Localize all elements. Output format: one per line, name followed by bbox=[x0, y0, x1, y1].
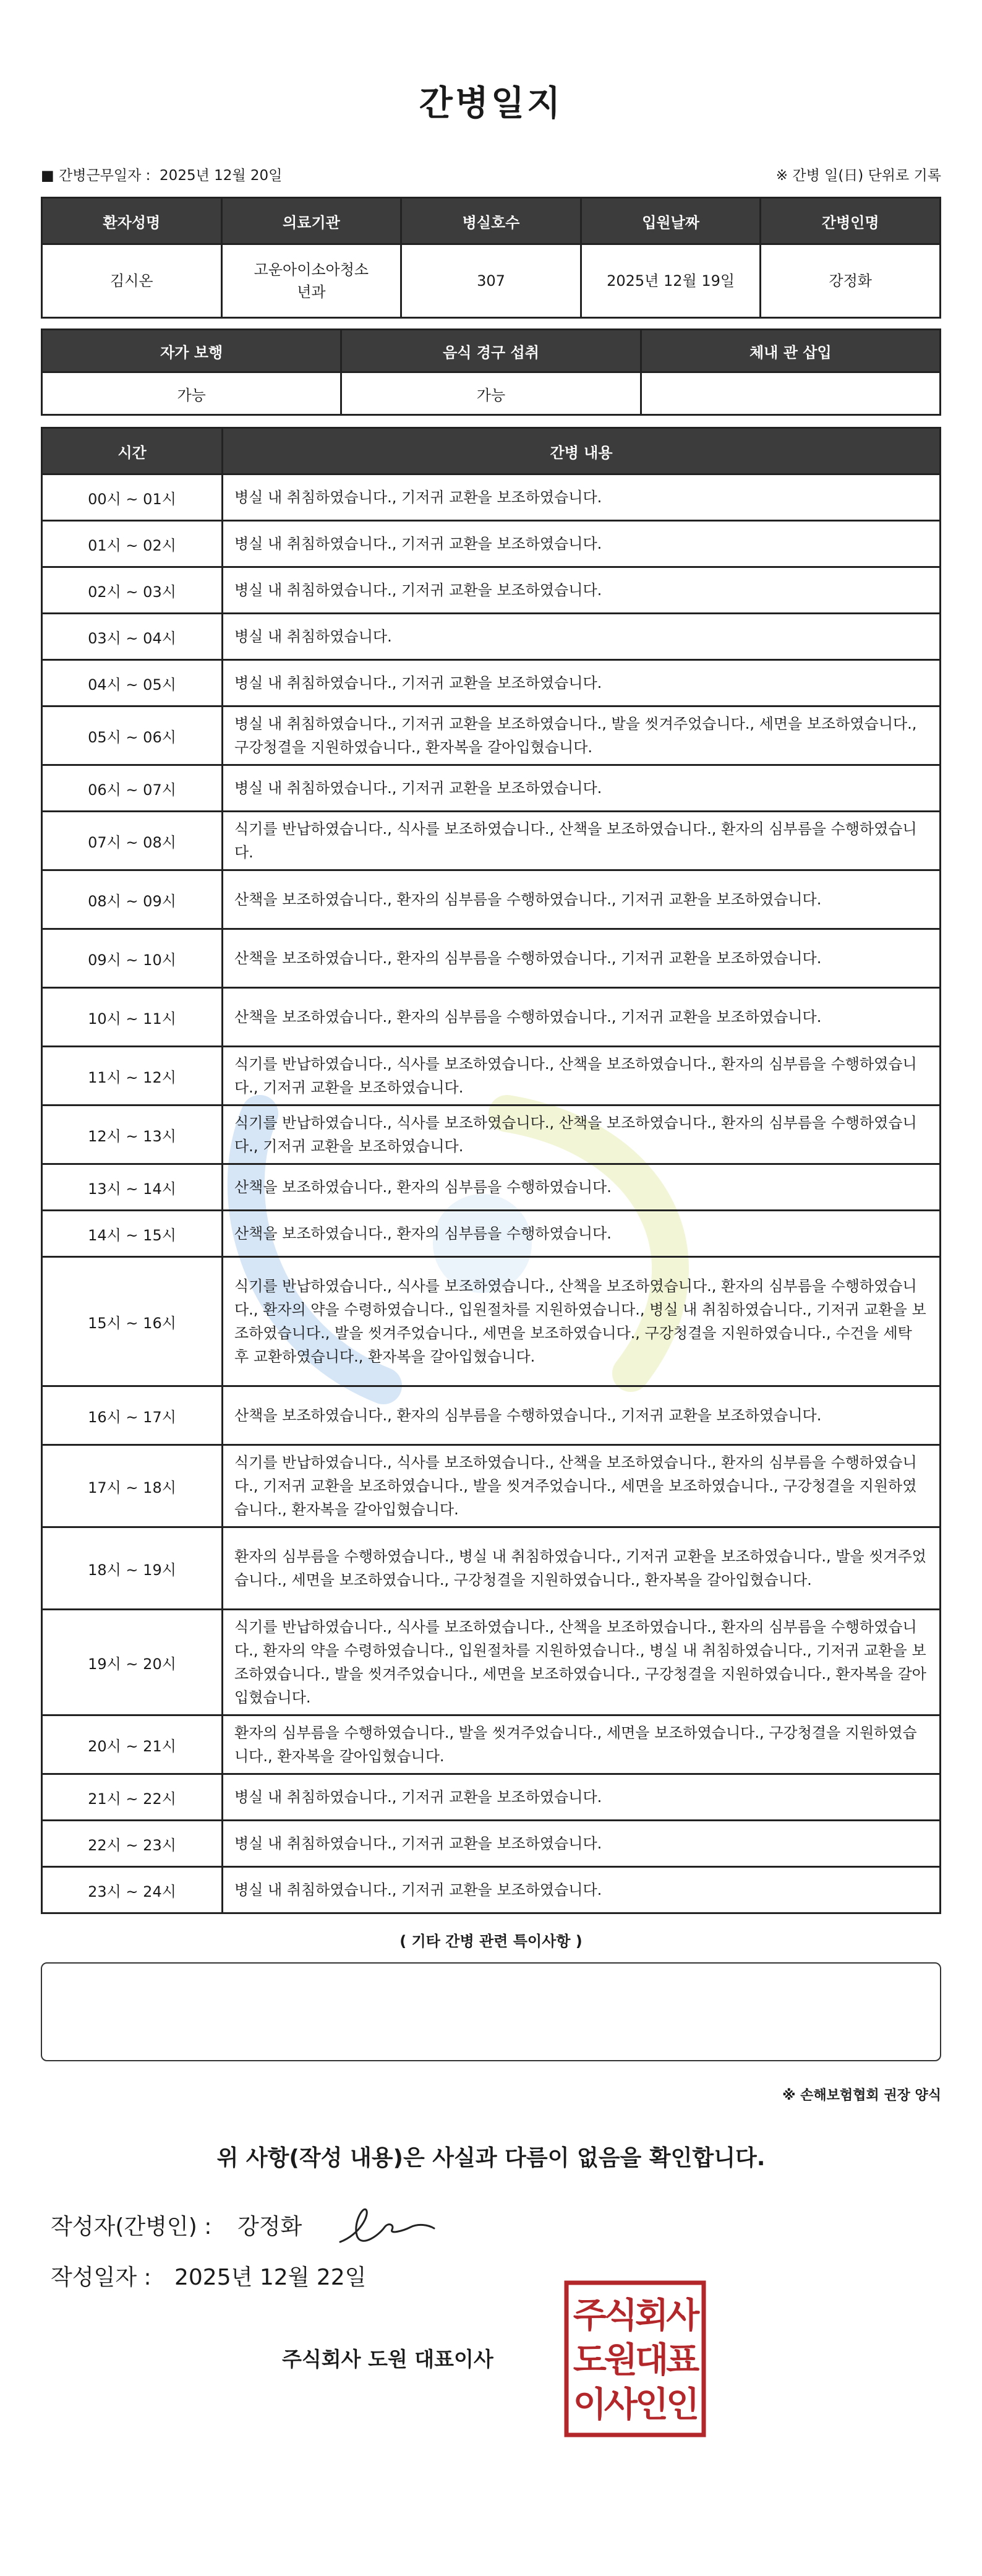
table-row bbox=[42, 765, 941, 812]
svg-text:도원대표: 도원대표 bbox=[573, 2340, 698, 2381]
care-time: 22시 ~ 23시 bbox=[42, 1821, 223, 1867]
care-content: 식기를 반납하였습니다., 식사를 보조하였습니다., 산책을 보조하였습니다., 환자의 심부름을 수행하였습니다., 환자의 약을 수령하였습니다., 입원절차를 지원하였습니다., 병실 내 취침하였습니다., 기저귀 교환을 보조하였습니다., 발을 씻겨주었습니다., 세면을 보조하였습니다., 구강청결을 지원하였습니다., 수건을 세탁 후 교환하였습니다., 환자복을 갈아입혔습니다. bbox=[223, 1257, 941, 1386]
written-date-value: 2025년 12월 22일 bbox=[174, 2265, 367, 2290]
care-time: 14시 ~ 15시 bbox=[42, 1211, 223, 1257]
table-row bbox=[42, 521, 941, 567]
writer-label: 작성자(간병인) : bbox=[51, 2214, 212, 2239]
care-content: 병실 내 취침하였습니다., 기저귀 교환을 보조하였습니다. bbox=[223, 567, 941, 614]
table-row bbox=[42, 929, 941, 988]
care-content: 병실 내 취침하였습니다., 기저귀 교환을 보조하였습니다., 발을 씻겨주었습니다., 세면을 보조하였습니다., 구강청결을 지원하였습니다., 환자복을 갈아입혔습니다. bbox=[223, 706, 941, 765]
care-journal-page bbox=[41, 0, 941, 2425]
care-content: 식기를 반납하였습니다., 식사를 보조하였습니다., 산책을 보조하였습니다., 환자의 심부름을 수행하였습니다. bbox=[223, 812, 941, 870]
care-time: 19시 ~ 20시 bbox=[42, 1610, 223, 1715]
header-room-number: 병실호수 bbox=[401, 198, 581, 244]
patient-info-table bbox=[41, 197, 941, 319]
care-time: 17시 ~ 18시 bbox=[42, 1445, 223, 1527]
care-time: 01시 ~ 02시 bbox=[42, 521, 223, 567]
work-date-value: 2025년 12월 20일 bbox=[160, 168, 283, 184]
table-row bbox=[42, 1821, 941, 1867]
written-date-row bbox=[41, 2259, 941, 2296]
table-row bbox=[42, 660, 941, 706]
table-header-row bbox=[42, 198, 941, 244]
header-hospital: 의료기관 bbox=[221, 198, 401, 244]
care-time: 18시 ~ 19시 bbox=[42, 1527, 223, 1610]
care-content: 병실 내 취침하였습니다., 기저귀 교환을 보조하였습니다. bbox=[223, 1774, 941, 1821]
header-admission-date: 입원날짜 bbox=[581, 198, 761, 244]
signature-image bbox=[335, 2204, 440, 2251]
care-content: 산책을 보조하였습니다., 환자의 심부름을 수행하였습니다., 기저귀 교환을 보조하였습니다. bbox=[223, 988, 941, 1047]
table-row bbox=[42, 1211, 941, 1257]
care-content: 병실 내 취침하였습니다., 기저귀 교환을 보조하였습니다. bbox=[223, 474, 941, 521]
notes-box bbox=[41, 1962, 941, 2061]
hospital-name: 고운아이소아청소년과 bbox=[221, 244, 401, 318]
work-date bbox=[41, 163, 282, 188]
care-content: 식기를 반납하였습니다., 식사를 보조하였습니다., 산책을 보조하였습니다., 환자의 심부름을 수행하였습니다., 기저귀 교환을 보조하였습니다., 발을 씻겨주었습니다., 세면을 보조하였습니다., 구강청결을 지원하였습니다., 환자복을 갈아입혔습니다. bbox=[223, 1445, 941, 1527]
table-row bbox=[42, 706, 941, 765]
written-date-label: 작성일자 : bbox=[51, 2265, 152, 2290]
oral-intake-value: 가능 bbox=[341, 372, 641, 415]
confirmation-statement: 위 사항(작성 내용)은 사실과 다름이 없음을 확인합니다. bbox=[216, 2145, 766, 2171]
svg-text:주식회사: 주식회사 bbox=[573, 2296, 698, 2336]
self-walking-value: 가능 bbox=[42, 372, 341, 415]
table-row bbox=[42, 1386, 941, 1445]
meta-row bbox=[41, 163, 941, 188]
table-row bbox=[42, 812, 941, 870]
care-content: 병실 내 취침하였습니다., 기저귀 교환을 보조하였습니다. bbox=[223, 1821, 941, 1867]
table-header-row bbox=[42, 428, 941, 474]
table-row bbox=[42, 1715, 941, 1774]
recommendation-note: ※ 손해보험협회 권장 양식 bbox=[782, 2088, 941, 2103]
care-time: 21시 ~ 22시 bbox=[42, 1774, 223, 1821]
writer-row bbox=[41, 2209, 941, 2246]
care-log-table bbox=[41, 427, 941, 1914]
table-header-row bbox=[42, 330, 941, 372]
header-caregiver-name: 간병인명 bbox=[761, 198, 941, 244]
table-row bbox=[42, 1047, 941, 1106]
care-content: 식기를 반납하였습니다., 식사를 보조하였습니다., 산책을 보조하였습니다., 환자의 심부름을 수행하였습니다., 기저귀 교환을 보조하였습니다. bbox=[223, 1047, 941, 1106]
header-care-content: 간병 내용 bbox=[223, 428, 941, 474]
page-title: 간병일지 bbox=[419, 84, 563, 124]
care-content: 환자의 심부름을 수행하였습니다., 발을 씻겨주었습니다., 세면을 보조하였습니다., 구강청결을 지원하였습니다., 환자복을 갈아입혔습니다. bbox=[223, 1715, 941, 1774]
table-row bbox=[42, 1445, 941, 1527]
header-tube-insertion: 체내 관 삽입 bbox=[641, 330, 940, 372]
header-oral-intake: 음식 경구 섭취 bbox=[341, 330, 641, 372]
care-time: 15시 ~ 16시 bbox=[42, 1257, 223, 1386]
header-self-walking: 자가 보행 bbox=[42, 330, 341, 372]
care-content: 식기를 반납하였습니다., 식사를 보조하였습니다., 산책을 보조하였습니다., 환자의 심부름을 수행하였습니다., 환자의 약을 수령하였습니다., 입원절차를 지원하였습니다., 병실 내 취침하였습니다., 기저귀 교환을 보조하였습니다., 발을 씻겨주었습니다., 세면을 보조하였습니다., 구강청결을 지원하였습니다., 환자복을 갈아입혔습니다. bbox=[223, 1610, 941, 1715]
patient-name: 김시온 bbox=[42, 244, 222, 318]
patient-ability-table bbox=[41, 328, 941, 416]
care-content: 식기를 반납하였습니다., 식사를 보조하였습니다., 산책을 보조하였습니다., 환자의 심부름을 수행하였습니다., 기저귀 교환을 보조하였습니다. bbox=[223, 1106, 941, 1164]
care-time: 12시 ~ 13시 bbox=[42, 1106, 223, 1164]
care-content: 병실 내 취침하였습니다. bbox=[223, 614, 941, 660]
admission-date: 2025년 12월 19일 bbox=[581, 244, 761, 318]
care-time: 00시 ~ 01시 bbox=[42, 474, 223, 521]
room-number: 307 bbox=[401, 244, 581, 318]
care-content: 병실 내 취침하였습니다., 기저귀 교환을 보조하였습니다. bbox=[223, 521, 941, 567]
table-row bbox=[42, 1610, 941, 1715]
company-row bbox=[41, 2296, 941, 2425]
tube-insertion-value bbox=[641, 372, 940, 415]
care-content: 환자의 심부름을 수행하였습니다., 병실 내 취침하였습니다., 기저귀 교환을 보조하였습니다., 발을 씻겨주었습니다., 세면을 보조하였습니다., 구강청결을 지원하였습니다., 환자복을 갈아입혔습니다. bbox=[223, 1527, 941, 1610]
table-row bbox=[42, 372, 941, 415]
care-time: 11시 ~ 12시 bbox=[42, 1047, 223, 1106]
company-name: 주식회사 도원 대표이사 bbox=[282, 2347, 493, 2371]
care-time: 23시 ~ 24시 bbox=[42, 1867, 223, 1913]
table-row bbox=[42, 1106, 941, 1164]
care-time: 06시 ~ 07시 bbox=[42, 765, 223, 812]
care-content: 산책을 보조하였습니다., 환자의 심부름을 수행하였습니다. bbox=[223, 1211, 941, 1257]
care-content: 산책을 보조하였습니다., 환자의 심부름을 수행하였습니다., 기저귀 교환을 보조하였습니다. bbox=[223, 870, 941, 929]
notes-title: ( 기타 간병 관련 특이사항 ) bbox=[399, 1933, 583, 1950]
care-time: 13시 ~ 14시 bbox=[42, 1164, 223, 1211]
table-row bbox=[42, 870, 941, 929]
table-row bbox=[42, 1164, 941, 1211]
care-content: 병실 내 취침하였습니다., 기저귀 교환을 보조하였습니다. bbox=[223, 765, 941, 812]
table-row bbox=[42, 567, 941, 614]
care-time: 16시 ~ 17시 bbox=[42, 1386, 223, 1445]
care-time: 05시 ~ 06시 bbox=[42, 706, 223, 765]
care-time: 04시 ~ 05시 bbox=[42, 660, 223, 706]
header-patient-name: 환자성명 bbox=[42, 198, 222, 244]
care-content: 산책을 보조하였습니다., 환자의 심부름을 수행하였습니다., 기저귀 교환을 보조하였습니다. bbox=[223, 929, 941, 988]
care-time: 09시 ~ 10시 bbox=[42, 929, 223, 988]
table-row bbox=[42, 988, 941, 1047]
header-time: 시간 bbox=[42, 428, 223, 474]
care-time: 20시 ~ 21시 bbox=[42, 1715, 223, 1774]
care-time: 08시 ~ 09시 bbox=[42, 870, 223, 929]
care-time: 10시 ~ 11시 bbox=[42, 988, 223, 1047]
caregiver-name: 강정화 bbox=[761, 244, 941, 318]
care-time: 02시 ~ 03시 bbox=[42, 567, 223, 614]
table-row bbox=[42, 1867, 941, 1913]
writer-name: 강정화 bbox=[237, 2214, 302, 2239]
table-row bbox=[42, 1774, 941, 1821]
company-seal-stamp bbox=[563, 2279, 707, 2439]
work-date-label: ■ 간병근무일자 : bbox=[41, 168, 151, 184]
unit-note: ※ 간병 일(日) 단위로 기록 bbox=[775, 168, 941, 184]
care-content: 병실 내 취침하였습니다., 기저귀 교환을 보조하였습니다. bbox=[223, 1867, 941, 1913]
care-content: 산책을 보조하였습니다., 환자의 심부름을 수행하였습니다., 기저귀 교환을 보조하였습니다. bbox=[223, 1386, 941, 1445]
table-row bbox=[42, 1257, 941, 1386]
care-content: 산책을 보조하였습니다., 환자의 심부름을 수행하였습니다. bbox=[223, 1164, 941, 1211]
care-time: 07시 ~ 08시 bbox=[42, 812, 223, 870]
table-row bbox=[42, 614, 941, 660]
care-log-body bbox=[42, 474, 941, 1913]
care-content: 병실 내 취침하였습니다., 기저귀 교환을 보조하였습니다. bbox=[223, 660, 941, 706]
table-row bbox=[42, 474, 941, 521]
care-time: 03시 ~ 04시 bbox=[42, 614, 223, 660]
table-row bbox=[42, 1527, 941, 1610]
table-row bbox=[42, 244, 941, 318]
svg-text:이사인인: 이사인인 bbox=[573, 2385, 698, 2425]
